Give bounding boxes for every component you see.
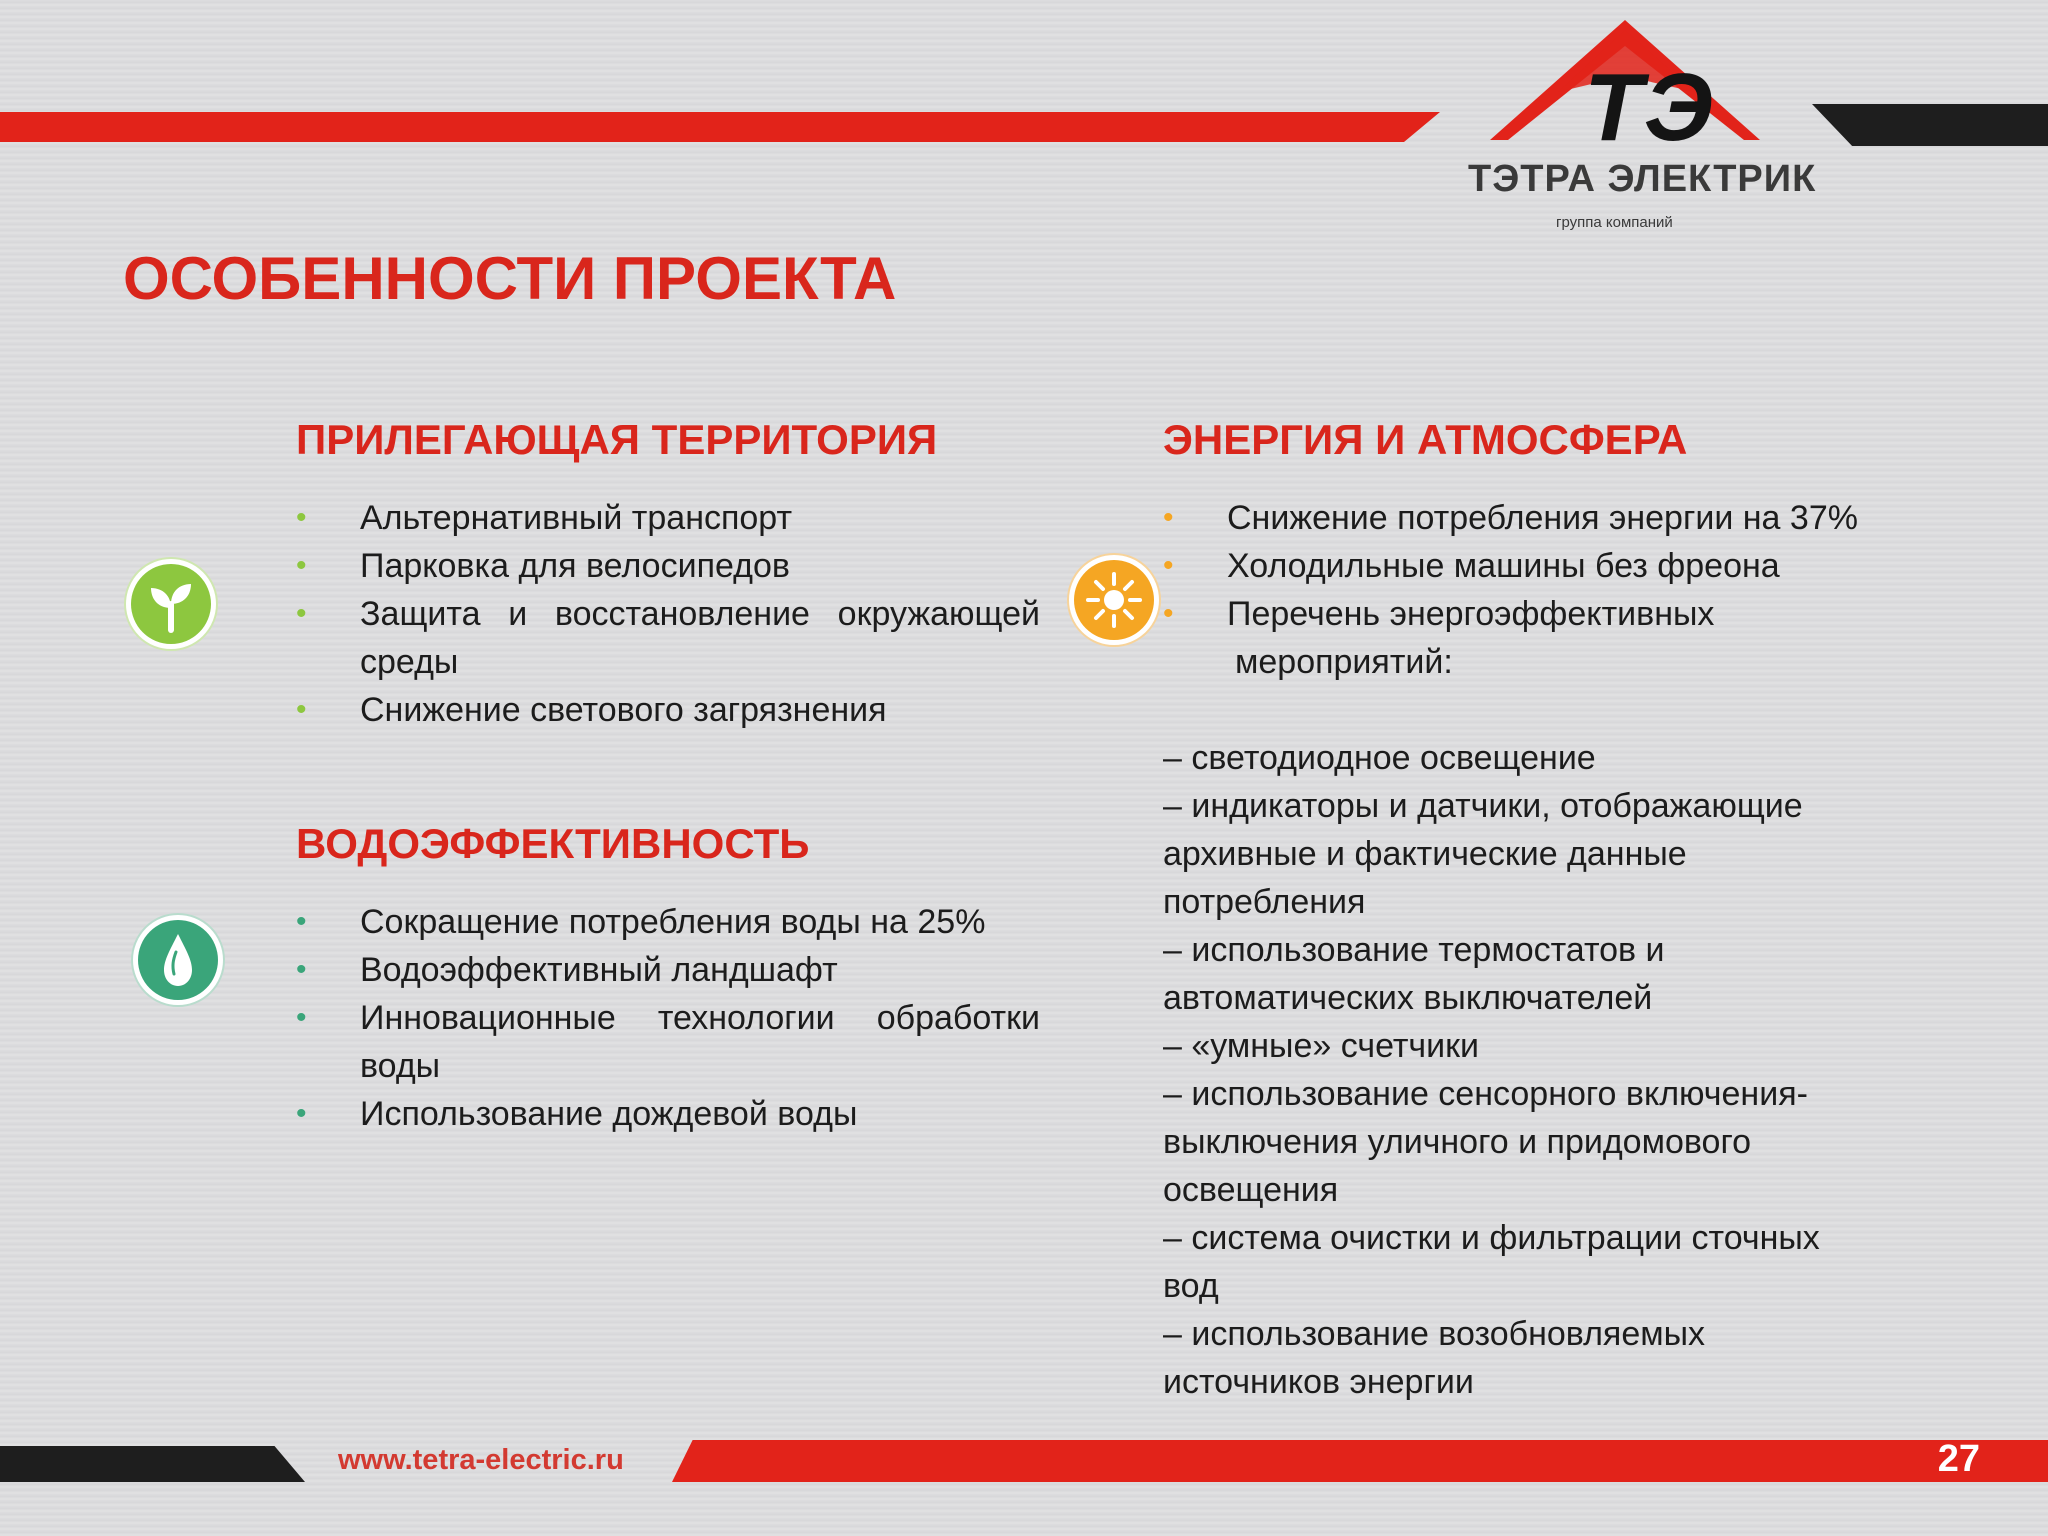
bullet-icon: • bbox=[1163, 549, 1174, 582]
list-item: • Защита и восстановление окружающей среды bbox=[296, 590, 1040, 686]
bullet-icon: • bbox=[296, 1097, 307, 1130]
logo-mark-icon bbox=[1460, 16, 1790, 166]
section-title-water: ВОДОЭФФЕКТИВНОСТЬ bbox=[296, 820, 810, 867]
list-item: • Водоэффективный ландшафт bbox=[296, 946, 1040, 994]
page-number: 27 bbox=[1937, 1438, 1980, 1480]
territory-list bbox=[296, 494, 1040, 734]
footer-url-link[interactable]: www.tetra-electric.ru bbox=[338, 1444, 624, 1476]
measure-item: – индикаторы и датчики, отображающие архивные и фактические данные потребления bbox=[1163, 787, 1803, 921]
measure-item: – система очистки и фильтрации сточных вод bbox=[1163, 1219, 1820, 1305]
bullet-icon: • bbox=[296, 693, 307, 726]
list-item: • Альтернативный транспорт bbox=[296, 494, 1040, 542]
bullet-icon: • bbox=[296, 1001, 307, 1034]
list-item: • Сокращение потребления воды на 25% bbox=[296, 898, 1040, 946]
bullet-icon: • bbox=[296, 549, 307, 582]
top-red-stripe bbox=[0, 112, 1440, 142]
logo-name: ТЭТРА ЭЛЕКТРИК bbox=[1468, 158, 1817, 200]
page-title: ОСОБЕННОСТИ ПРОЕКТА bbox=[123, 245, 897, 312]
list-item-continuation: мероприятий: bbox=[1235, 643, 1453, 681]
energy-list bbox=[1163, 494, 1867, 686]
bullet-icon: • bbox=[1163, 501, 1174, 534]
measure-item: – «умные» счетчики bbox=[1163, 1027, 1479, 1065]
measure-item: – использование термостатов и автоматических выключателей bbox=[1163, 931, 1665, 1017]
bullet-icon: • bbox=[296, 501, 307, 534]
measure-item: – использование сенсорного включения-выключения уличного и придомового освещения bbox=[1163, 1075, 1808, 1209]
logo-subtitle: группа компаний bbox=[1556, 214, 1673, 231]
bullet-icon: • bbox=[296, 953, 307, 986]
list-item: • Перечень энергоэффективных bbox=[1163, 590, 1867, 638]
sprout-icon bbox=[123, 556, 219, 657]
bullet-icon: • bbox=[296, 905, 307, 938]
top-dark-stripe bbox=[1812, 104, 2048, 146]
logo-mark-text: ТЭ bbox=[1584, 54, 1713, 161]
section-title-energy: ЭНЕРГИЯ И АТМОСФЕРА bbox=[1163, 416, 1688, 463]
bottom-red-stripe bbox=[672, 1440, 2048, 1482]
list-item: • Снижение потребления энергии на 37% bbox=[1163, 494, 1867, 542]
section-title-territory: ПРИЛЕГАЮЩАЯ ТЕРРИТОРИЯ bbox=[296, 416, 938, 463]
measure-item: – светодиодное освещение bbox=[1163, 739, 1596, 777]
bottom-dark-stripe bbox=[0, 1446, 305, 1482]
bullet-icon: • bbox=[1163, 597, 1174, 630]
list-item: • Снижение светового загрязнения bbox=[296, 686, 1040, 734]
list-item: • Использование дождевой воды bbox=[296, 1090, 1040, 1138]
list-item: • Холодильные машины без фреона bbox=[1163, 542, 1867, 590]
water-drop-icon bbox=[130, 912, 226, 1013]
water-list bbox=[296, 898, 1040, 1138]
bullet-icon: • bbox=[296, 597, 307, 630]
sun-icon bbox=[1066, 552, 1162, 653]
list-item: • Инновационные технологии обработки воды bbox=[296, 994, 1040, 1090]
measure-item: – использование возобновляемых источников энергии bbox=[1163, 1315, 1706, 1401]
company-logo bbox=[1460, 16, 1817, 231]
list-item: • Парковка для велосипедов bbox=[296, 542, 1040, 590]
energy-measures bbox=[1163, 734, 1867, 1406]
